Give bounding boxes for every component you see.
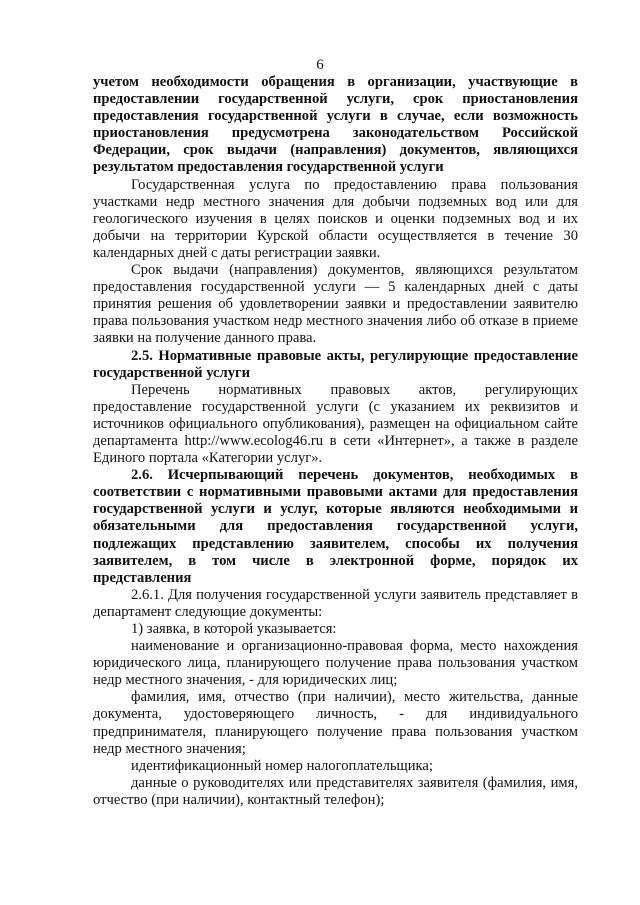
heading-continuation: учетом необходимости обращения в организации, участвующие в предоставлении государственной услуги, срок приостановления предоставления государственной услуги в случае, если возможность приостановления предусмотрена законодательством Российской Федерации, срок выдачи (направления) документов, являющихся результатом предоставления государственной услуги <box>93 74 578 176</box>
paragraph-issue-term: Срок выдачи (направления) документов, являющихся результатом предоставления государственной услуги — 5 календарных дней с даты принятия решения об удовлетворении заявки и предоставлении заявителю права пользования участком недр местного значения либо об отказе в приеме заявки на получение данного права. <box>93 262 578 347</box>
list-item-representatives: данные о руководителях или представителях заявителя (фамилия, имя, отчество (при наличии), контактный телефон); <box>93 774 578 808</box>
paragraph-service-term: Государственная услуга по предоставлению права пользования участками недр местного значения для добычи подземных вод или для геологического изучения в целях поисков и оценки подземных вод и их добычи на территории Курской области осуществляется в течение 30 календарных дней с даты регистрации заявки. <box>93 176 578 261</box>
list-item-legal-entity: наименование и организационно-правовая форма, место нахождения юридического лица, планирующего получение права пользования участком недр местного значения, - для юридических лиц; <box>93 638 578 689</box>
list-item-individual: фамилия, имя, отчество (при наличии), место жительства, данные документа, удостоверяющего личность, - для индивидуального предпринимателя, планирующего получение права пользования участком недр местного значения; <box>93 689 578 757</box>
paragraph-regulations: Перечень нормативных правовых актов, регулирующих предоставление государственной услуги (с указанием их реквизитов и источников официального опубликования), размещен на официальном сайте департамента http://www.ecolog46.ru в сети «Интернет», а также в разделе Единого портала «Категории услуг». <box>93 381 578 467</box>
paragraph-2-6-1: 2.6.1. Для получения государственной услуги заявитель представляет в департамент следующие документы: <box>93 586 578 620</box>
section-heading-2-6: 2.6. Исчерпывающий перечень документов, необходимых в соответствии с нормативными правовыми актами для предоставления государственной услуги и услуг, которые являются необходимыми и обязательными для предоставления государственной услуги, подлежащих представлению заявителем, способы их получения заявителем, в том числе в электронной форме, порядок их представления <box>93 467 578 586</box>
page-number: 6 <box>316 57 324 73</box>
list-item-application: 1) заявка, в которой указывается: <box>131 621 337 637</box>
section-heading-2-5: 2.5. Нормативные правовые акты, регулирующие предоставление государственной услуги <box>93 347 578 381</box>
list-item-inn: идентификационный номер налогоплательщика; <box>131 757 433 774</box>
document-body <box>93 74 578 809</box>
